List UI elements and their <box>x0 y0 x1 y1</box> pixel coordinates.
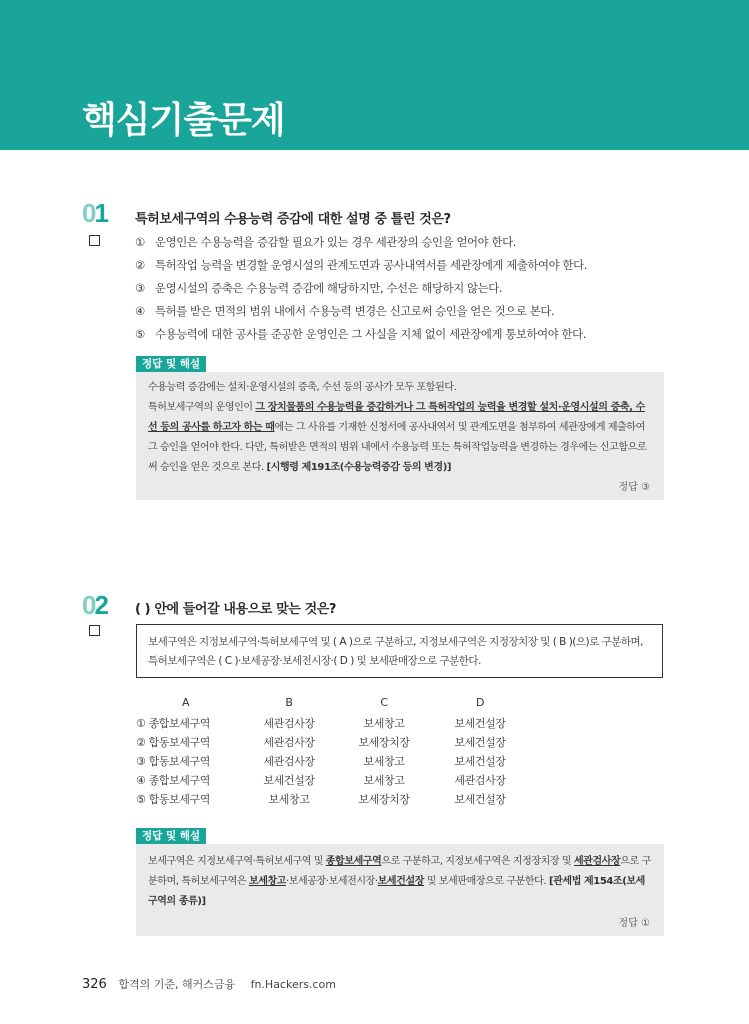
choice-c: 보세장치장 <box>358 736 410 749</box>
choice-c: 보세창고 <box>363 774 405 787</box>
question-number: 01 <box>82 198 107 228</box>
choice-row[interactable] <box>136 734 536 752</box>
choice-item[interactable]: ① 운영인은 수용능력을 증감할 필요가 있는 경우 세관장의 승인을 얻어야 한다. <box>135 235 516 249</box>
table-header-row <box>136 696 536 714</box>
choice-row[interactable] <box>136 753 536 771</box>
explanation-tag: 정답 및 해설 <box>136 356 206 373</box>
explanation-text: 수용능력 증감에는 설치·운영시설의 증축, 수선 등의 공사가 모두 포함된다. 특허보세구역의 운영인이 그 장치물품의 수용능력을 증감하거나 그 특허작업의 능력을 변경할 설치·운영시설의 증축, 수선 등의 공사를 하고자 하는 때에는 그 사유를 기재한 신청서에 공사내역서 및 관계도면을 첨부하여 세관장에게 제출하여 그 승인을 얻어야 한다. 다만, 특허받은 면적의 범위 내에서 수용능력 또는 특허작업능력을 변경하는 경우에는 신고함으로써 승인을 얻은 것으로 본다. [시행령 제191조(수용능력증감 등의 변경)] <box>148 382 647 473</box>
choice-row[interactable] <box>136 715 536 733</box>
question-text: ( ) 안에 들어갈 내용으로 맞는 것은? <box>135 602 337 617</box>
choice-d: 세관검사장 <box>454 774 506 787</box>
choice-b: 세관검사장 <box>263 736 315 749</box>
choice-d: 보세건설장 <box>454 793 506 806</box>
choice-b: 세관검사장 <box>263 755 315 768</box>
column-header: D <box>475 696 485 709</box>
choice-b: 보세건설장 <box>263 774 315 787</box>
footer-slogan: 합격의 기준, 해커스금융 <box>118 978 236 991</box>
answer-label: 정답 ① <box>618 918 650 929</box>
choice-item[interactable]: ③ 운영시설의 증축은 수용능력 증감에 해당하지만, 수선은 해당하지 않는다. <box>135 281 503 295</box>
choice-a: ⑤ 합동보세구역 <box>136 793 210 806</box>
explanation-box <box>136 372 664 500</box>
choice-item[interactable]: ⑤ 수용능력에 대한 공사를 준공한 운영인은 그 사실을 지체 없이 세관장에게 통보하여야 한다. <box>135 327 586 341</box>
choice-a: ② 합동보세구역 <box>136 736 210 749</box>
check-box[interactable] <box>89 625 100 636</box>
explanation-text: 보세구역은 지정보세구역·특허보세구역 및 종합보세구역으로 구분하고, 지정보세구역은 지정장치장 및 세관검사장으로 구분하며, 특허보세구역은 보세창고·보세공장·보세전시장·보세건설장 및 보세판매장으로 구분한다. [관세법 제154조(보세구역의 종류)] <box>148 856 651 907</box>
chapter-header-banner <box>0 0 749 150</box>
choice-c: 보세장치장 <box>358 793 410 806</box>
column-header: A <box>182 696 190 709</box>
choice-c: 보세창고 <box>363 717 405 730</box>
choice-b: 보세창고 <box>268 793 310 806</box>
choice-item[interactable]: ④ 특허를 받은 면적의 범위 내에서 수용능력 변경은 신고로써 승인을 얻은 것으로 본다. <box>135 304 555 318</box>
choice-b: 세관검사장 <box>263 717 315 730</box>
page-footer <box>82 976 336 992</box>
question-number: 02 <box>82 590 107 620</box>
choice-row[interactable] <box>136 772 536 790</box>
explanation-tag: 정답 및 해설 <box>136 828 206 845</box>
choice-a: ④ 종합보세구역 <box>136 774 210 787</box>
choice-item[interactable]: ② 특허작업 능력을 변경할 운영시설의 관계도면과 공사내역서를 세관장에게 제출하여야 한다. <box>135 258 587 272</box>
column-header: C <box>380 696 388 709</box>
explanation-box <box>136 844 664 936</box>
page-title: 핵심기출문제 <box>82 100 285 141</box>
choice-d: 보세건설장 <box>454 736 506 749</box>
check-box[interactable] <box>89 235 100 246</box>
passage-text: 보세구역은 지정보세구역·특허보세구역 및 ( A )으로 구분하고, 지정보세구역은 지정장치장 및 ( B )(으)로 구분하며, 특허보세구역은 ( C )·보세공장·보세전시장·( D ) 및 보세판매장으로 구분한다. <box>148 636 644 667</box>
choice-d: 보세건설장 <box>454 755 506 768</box>
choice-a: ① 종합보세구역 <box>136 717 210 730</box>
choice-c: 보세창고 <box>363 755 405 768</box>
page-number: 326 <box>82 977 107 992</box>
choice-d: 보세건설장 <box>454 717 506 730</box>
question-passage-box <box>136 624 663 678</box>
choice-row[interactable] <box>136 791 536 809</box>
column-header: B <box>285 696 293 709</box>
question-text: 특허보세구역의 수용능력 증감에 대한 설명 중 틀린 것은? <box>135 212 451 227</box>
answer-label: 정답 ③ <box>618 482 650 493</box>
choice-a: ③ 합동보세구역 <box>136 755 210 768</box>
footer-url[interactable]: fn.Hackers.com <box>250 978 336 991</box>
